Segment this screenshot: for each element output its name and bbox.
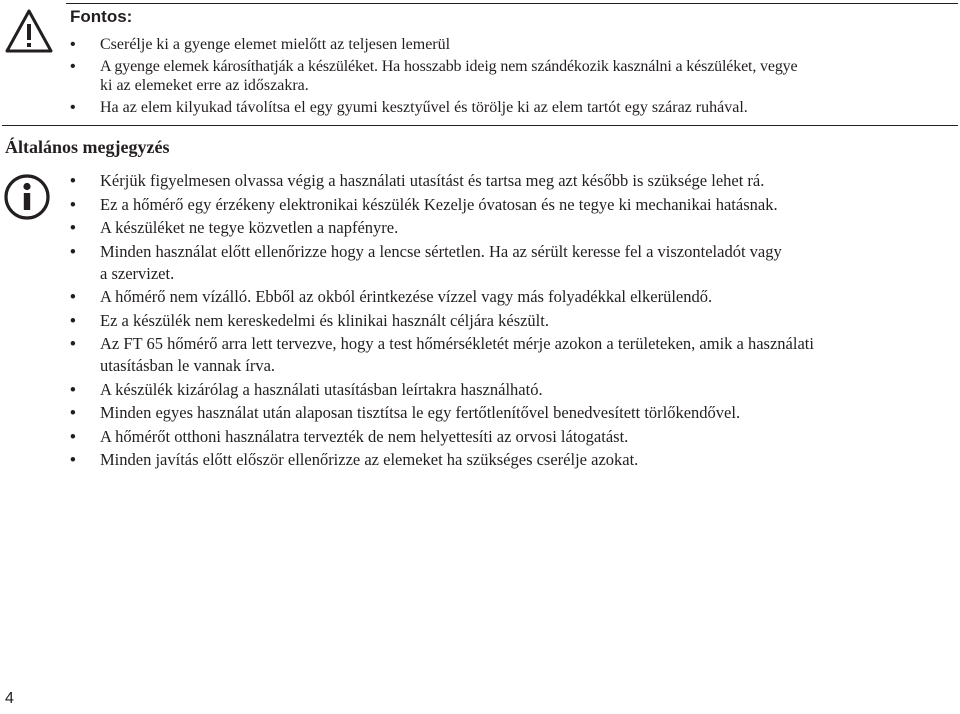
warning-heading: Fontos:: [70, 7, 133, 26]
item-text: A gyenge elemek károsíthatják a készüléket. Ha hosszabb ideig nem szándékozik kasználni a készüléket, vegye: [100, 58, 798, 75]
general-notes-list: [70, 170, 950, 473]
list-item: [70, 241, 950, 285]
list-item: [70, 35, 958, 54]
list-item: [70, 286, 950, 308]
section-heading: Általános megjegyzés: [5, 137, 170, 157]
item-text: A készülék kizárólag a használati utasításban leírtakra használható.: [100, 379, 543, 399]
item-text: A készüléket ne tegye közvetlen a napfényre.: [100, 218, 399, 237]
list-item: [70, 449, 950, 471]
item-text: Cserélje ki a gyenge elemet mielőtt az teljesen lemerül: [100, 36, 451, 53]
item-text: A hőmérő nem vízálló. Ebből az okból érintkezése vízzel vagy más folyadékkal elkerülendő.: [100, 287, 713, 306]
section-rule: [2, 125, 958, 126]
item-text: Minden javítás előtt először ellenőrizze az elemeket ha szükséges cserélje azokat.: [100, 450, 639, 469]
item-text-cont: ki az elemeket erre az időszakra.: [100, 77, 309, 94]
list-item: [70, 194, 950, 216]
list-item: [70, 402, 950, 424]
item-text: Ez a készülék nem kereskedelmi és klinikai használt céljára készült.: [100, 310, 549, 330]
item-text: Minden használat előtt ellenőrizze hogy a lencse sértetlen. Ha az sérült keresse fel a viszonteladót vagy: [100, 241, 782, 261]
item-text-cont: utasításban le vannak írva.: [100, 356, 276, 375]
item-text-cont: a szervizet.: [100, 263, 175, 283]
item-text: Ha az elem kilyukad távolítsa el egy gyumi kesztyűvel és törölje ki az elem tartót egy száraz ruhával.: [100, 99, 748, 116]
list-item: [70, 217, 950, 239]
info-icon: [4, 174, 50, 220]
item-text: Minden egyes használat után alaposan tisztítsa le egy fertőtlenítővel benedvesített törlőkendővel.: [100, 403, 741, 422]
top-rule: [66, 3, 958, 4]
list-item: [70, 379, 950, 401]
page-number: 4: [5, 690, 14, 707]
list-item: [70, 310, 950, 332]
warning-list: [70, 35, 958, 120]
list-item: [70, 57, 958, 95]
list-item: [70, 333, 950, 377]
list-item: [70, 98, 958, 117]
item-text: Az FT 65 hőmérő arra lett tervezve, hogy a test hőmérsékletét mérje azokon a területeken, amik a használati: [100, 334, 814, 353]
list-item: [70, 426, 950, 448]
item-text: Ez a hőmérő egy érzékeny elektronikai készülék Kezelje óvatosan és ne tegye ki mechanikai hatásnak.: [100, 194, 778, 214]
warning-triangle-icon: [4, 8, 54, 54]
item-text: Kérjük figyelmesen olvassa végig a használati utasítást és tartsa meg azt később is szüksége lehet rá.: [100, 171, 765, 190]
item-text: A hőmérőt otthoni használatra tervezték de nem helyettesíti az orvosi látogatást.: [100, 426, 629, 446]
list-item: [70, 170, 950, 192]
